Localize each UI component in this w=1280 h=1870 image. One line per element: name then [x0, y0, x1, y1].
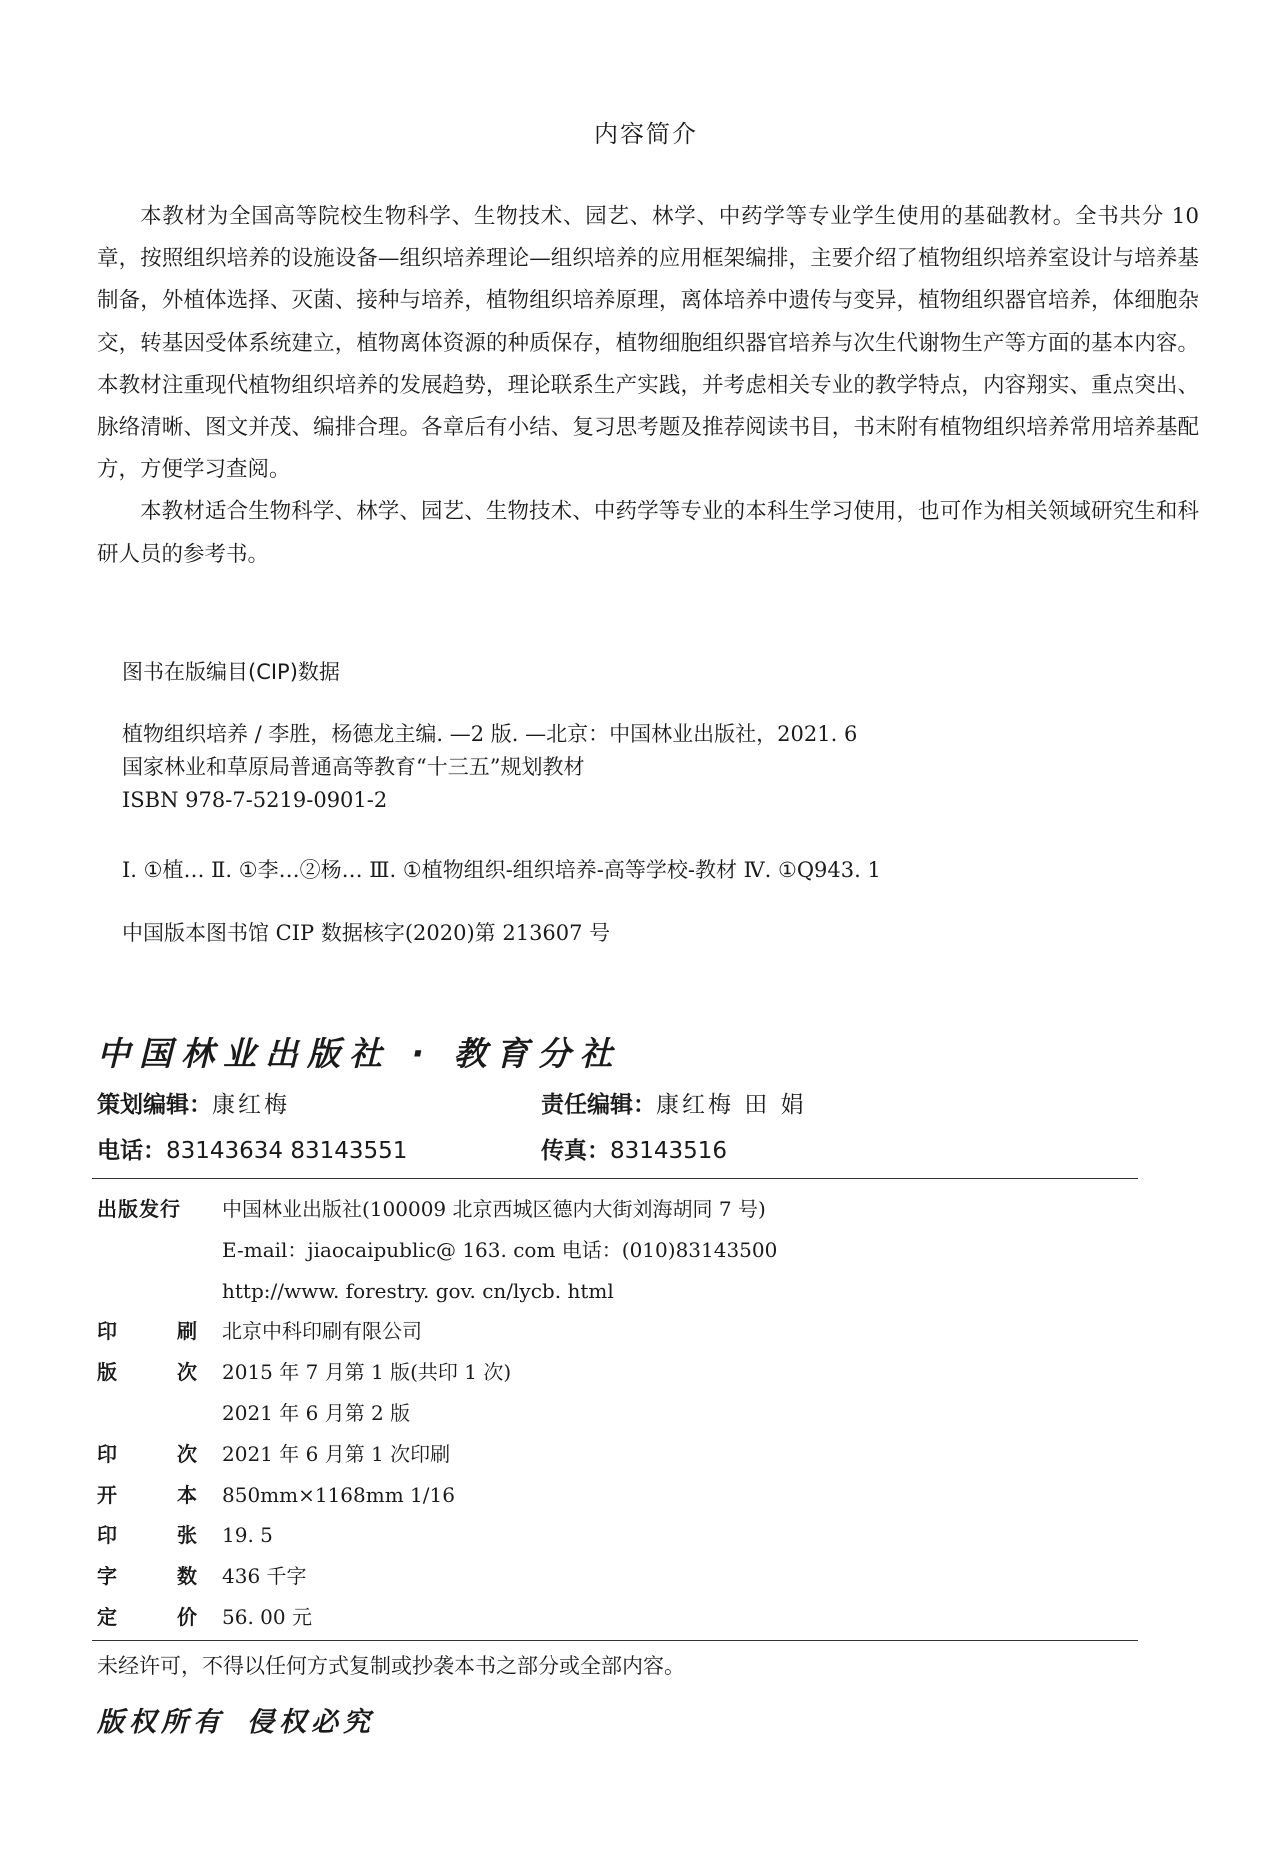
responsible-editor-label: 责任编辑：	[541, 1092, 656, 1118]
cip-number-line: 中国版本图书馆 CIP 数据核字(2020)第 213607 号	[122, 921, 611, 945]
divider-bottom	[92, 1640, 1138, 1641]
distribution-value: 中国林业出版社(100009 北京西城区德内大街刘海胡同 7 号)	[222, 1197, 766, 1221]
words-label: 字 数	[97, 1564, 197, 1589]
words-value: 436 千字	[222, 1564, 307, 1589]
cip-spacer	[122, 817, 1182, 854]
publisher-name: 中国林业出版社 · 教育分社	[97, 1034, 622, 1073]
edition-value-second: 2021 年 6 月第 2 版	[222, 1400, 411, 1425]
fax-label: 传真：	[541, 1138, 610, 1164]
info-row-format	[97, 1475, 1137, 1516]
info-row-sheets	[97, 1515, 1137, 1556]
cip-series-line: 国家林业和草原局普通高等教育“十三五”规划教材	[122, 755, 585, 779]
editor-block	[97, 1082, 1137, 1174]
cip-spacer	[122, 887, 1182, 917]
info-row-distribution	[97, 1189, 1137, 1230]
price-value: 56. 00 元	[222, 1604, 312, 1629]
intro-body	[97, 196, 1199, 576]
planning-editor-label: 策划编辑：	[97, 1092, 212, 1118]
info-row-url	[97, 1271, 1137, 1312]
info-row-edition-2	[97, 1393, 1137, 1434]
responsible-editor	[541, 1082, 807, 1128]
publication-info	[97, 1189, 1137, 1638]
cip-classification-line: Ⅰ. ①植… Ⅱ. ①李…②杨… Ⅲ. ①植物组织-组织培养-高等学校-教材 Ⅳ. ①Q943. 1	[122, 858, 881, 882]
planning-editor	[97, 1082, 290, 1128]
editor-row	[97, 1082, 1137, 1128]
cip-record	[122, 718, 1182, 950]
impression-label: 印 次	[97, 1441, 197, 1466]
email-line: E-mail：jiaocaipublic@ 163. com 电话：(010)83143500	[222, 1237, 778, 1262]
intro-title: 内容简介	[594, 120, 698, 148]
fax-value: 83143516	[610, 1138, 728, 1164]
sheets-value: 19. 5	[222, 1523, 273, 1548]
cip-isbn-line: ISBN 978-7-5219-0901-2	[122, 788, 388, 812]
format-value: 850mm×1168mm 1/16	[222, 1482, 455, 1507]
info-row-edition	[97, 1352, 1137, 1393]
rights-reserved	[97, 1700, 375, 1739]
contact-row	[97, 1128, 1137, 1174]
phone-label: 电话：	[97, 1138, 166, 1164]
impression-value: 2021 年 6 月第 1 次印刷	[222, 1441, 451, 1466]
phone-value: 83143634 83143551	[166, 1138, 408, 1164]
format-label: 开 本	[97, 1482, 197, 1507]
phone	[97, 1128, 407, 1174]
intro-paragraph: 本教材适合生物科学、林学、园艺、生物技术、中药学等专业的本科生学习使用，也可作为相关领域研究生和科研人员的参考书。	[97, 499, 1199, 567]
sheets-label: 印 张	[97, 1523, 197, 1548]
copyright-notice: 未经许可，不得以任何方式复制或抄袭本书之部分或全部内容。	[97, 1654, 685, 1678]
info-row-words	[97, 1556, 1137, 1597]
planning-editor-name: 康红梅	[212, 1092, 290, 1118]
edition-value-first: 2015 年 7 月第 1 版(共印 1 次)	[222, 1360, 512, 1385]
intro-paragraph: 本教材为全国高等院校生物科学、生物技术、园艺、林学、中药学等专业学生使用的基础教材。全书共分 10 章，按照组织培养的设施设备—组织培养理论—组织培养的应用框架编排，主要介绍了植物组织培养室设计与培养基制备，外植体选择、灭菌、接种与培养，植物组织培养原理，离体培养中遗传与变异，植物组织器官培养，体细胞杂交，转基因受体系统建立，植物离体资源的种质保存，植物细胞组织器官培养与次生代谢物生产等方面的基本内容。本教材注重现代植物组织培养的发展趋势，理论联系生产实践，并考虑相关专业的教学特点，内容翔实、重点突出、脉络清晰、图文并茂、编排合理。各章后有小结、复习思考题及推荐阅读书目，书末附有植物组织培养常用培养基配方，方便学习查阅。	[97, 204, 1199, 483]
info-row-price	[97, 1597, 1137, 1638]
cip-title-line: 植物组织培养 / 李胜，杨德龙主编. —2 版. —北京：中国林业出版社，2021. 6	[122, 722, 858, 746]
printer-label: 印 刷	[97, 1319, 197, 1344]
info-row-impression	[97, 1434, 1137, 1475]
printer-value: 北京中科印刷有限公司	[222, 1319, 422, 1344]
edition-label: 版 次	[97, 1360, 197, 1385]
price-label: 定 价	[97, 1604, 197, 1629]
responsible-editor-name: 康红梅 田 娟	[656, 1092, 807, 1118]
divider-top	[92, 1178, 1138, 1179]
fax	[541, 1128, 727, 1174]
info-row-printer	[97, 1311, 1137, 1352]
info-row-email	[97, 1230, 1137, 1271]
url-line: http://www. forestry. gov. cn/lycb. html	[222, 1278, 614, 1303]
rights-part-2: 侵权必究	[247, 1707, 375, 1738]
cip-heading: 图书在版编目(CIP)数据	[122, 660, 340, 684]
distribution-label: 出版发行	[97, 1197, 181, 1221]
rights-part-1: 版权所有	[97, 1707, 225, 1738]
